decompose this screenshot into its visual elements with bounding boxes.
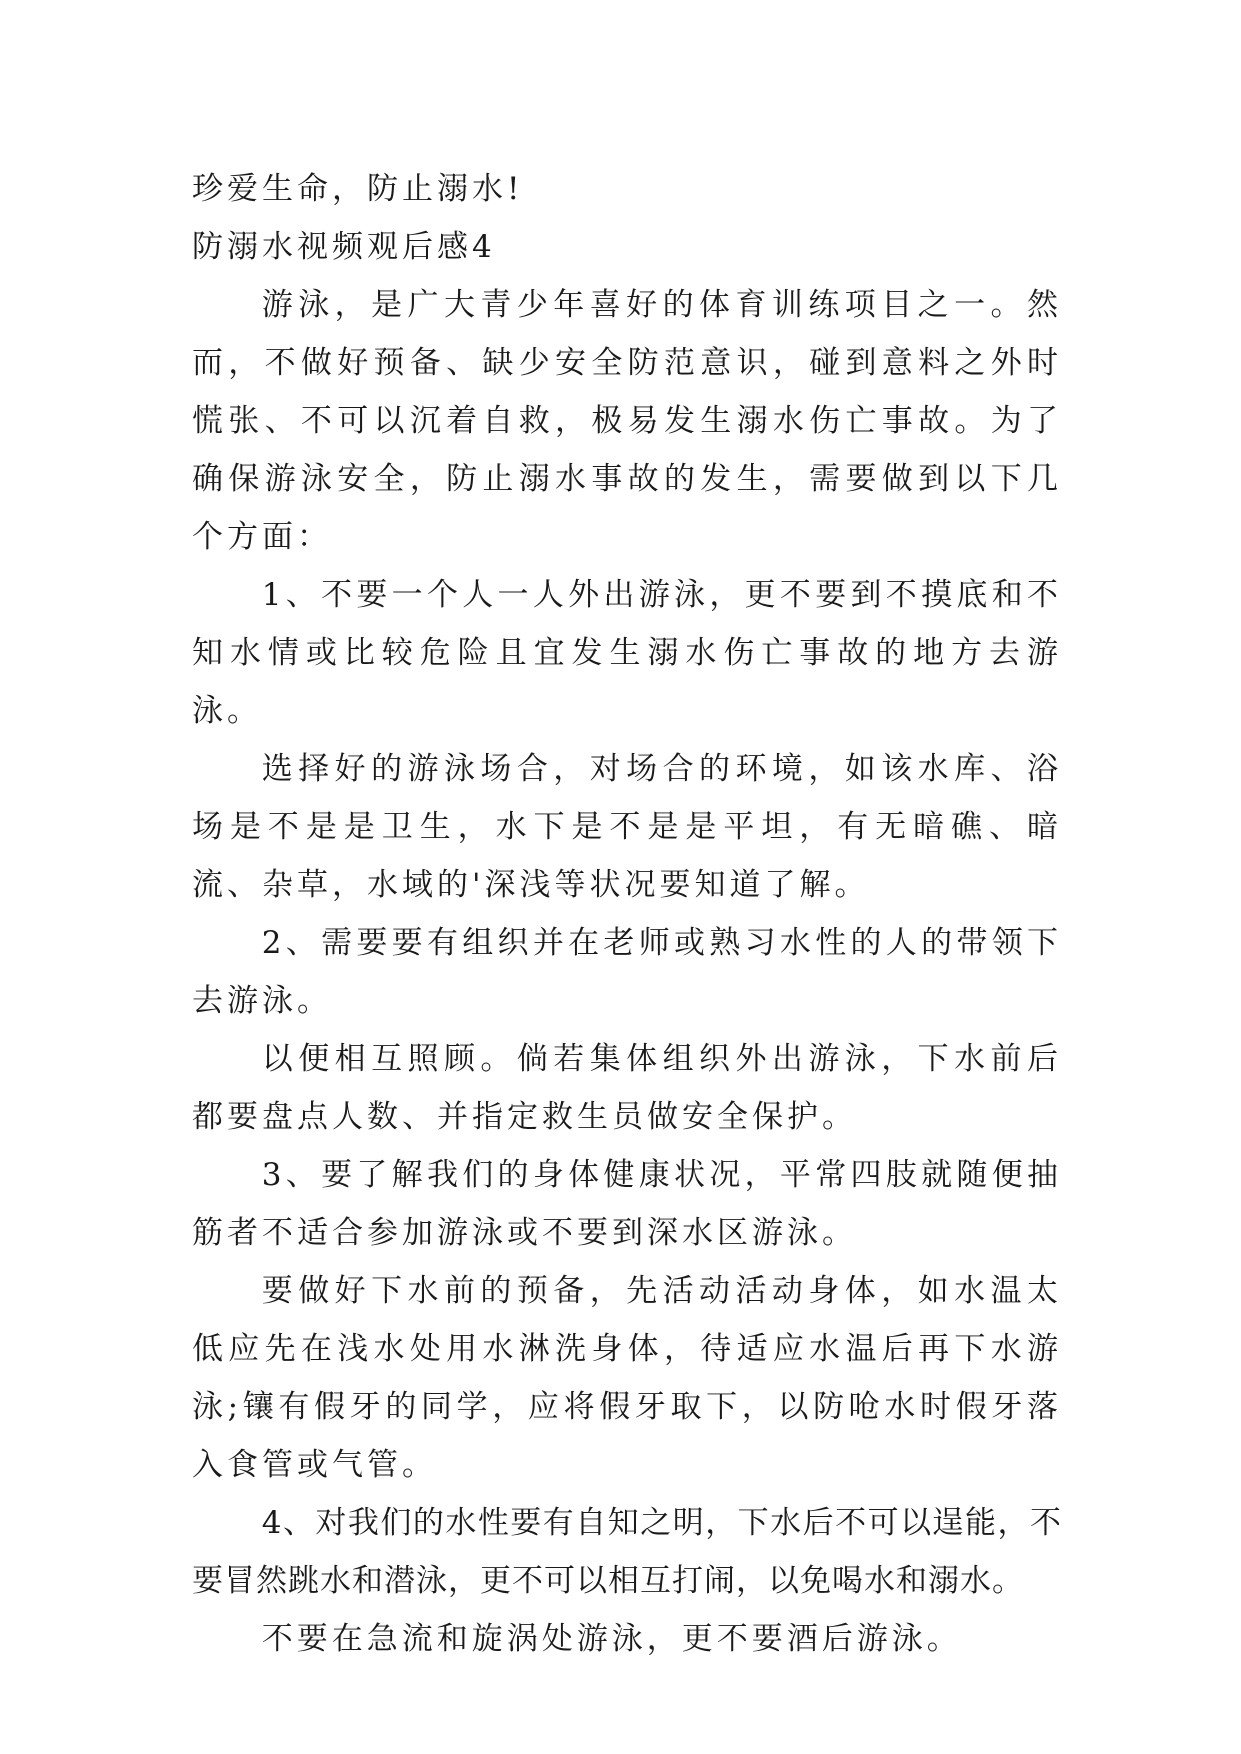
paragraph-point-4: 4、对我们的水性要有自知之明，下水后不可以逞能，不要冒然跳水和潜泳，更不可以相互打闹，以免喝水和溺水。 [192, 1505, 1062, 1599]
paragraph-point-3: 3、要了解我们的身体健康状况，平常四肢就随便抽筋者不适合参加游泳或不要到深水区游泳。 [192, 1157, 1062, 1251]
paragraph-point-4-detail: 不要在急流和旋涡处游泳，更不要酒后游泳。 [261, 1621, 962, 1657]
closing-line: 珍爱生命，防止溺水! [192, 171, 524, 207]
paragraph-point-1-detail: 选择好的游泳场合，对场合的环境，如该水库、浴场是不是是卫生，水下是不是是平坦，有无暗礁、暗流、杂草，水域的'深浅等状况要知道了解。 [192, 751, 1062, 903]
document-body [192, 160, 1062, 1668]
paragraph-point-2-detail: 以便相互照顾。倘若集体组织外出游泳，下水前后都要盘点人数、并指定救生员做安全保护。 [192, 1041, 1062, 1135]
paragraph-point-1: 1、不要一个人一人外出游泳，更不要到不摸底和不知水情或比较危险且宜发生溺水伤亡事故的地方去游泳。 [192, 577, 1062, 729]
paragraph-point-2: 2、需要要有组织并在老师或熟习水性的人的带领下去游泳。 [192, 925, 1062, 1019]
section-title: 防溺水视频观后感4 [192, 229, 496, 265]
paragraph-intro: 游泳，是广大青少年喜好的体育训练项目之一。然而，不做好预备、缺少安全防范意识，碰到意料之外时慌张、不可以沉着自救，极易发生溺水伤亡事故。为了确保游泳安全，防止溺水事故的发生，需要做到以下几个方面： [192, 287, 1062, 555]
paragraph-point-3-detail: 要做好下水前的预备，先活动活动身体，如水温太低应先在浅水处用水淋洗身体，待适应水温后再下水游泳;镶有假牙的同学，应将假牙取下，以防呛水时假牙落入食管或气管。 [192, 1273, 1062, 1483]
